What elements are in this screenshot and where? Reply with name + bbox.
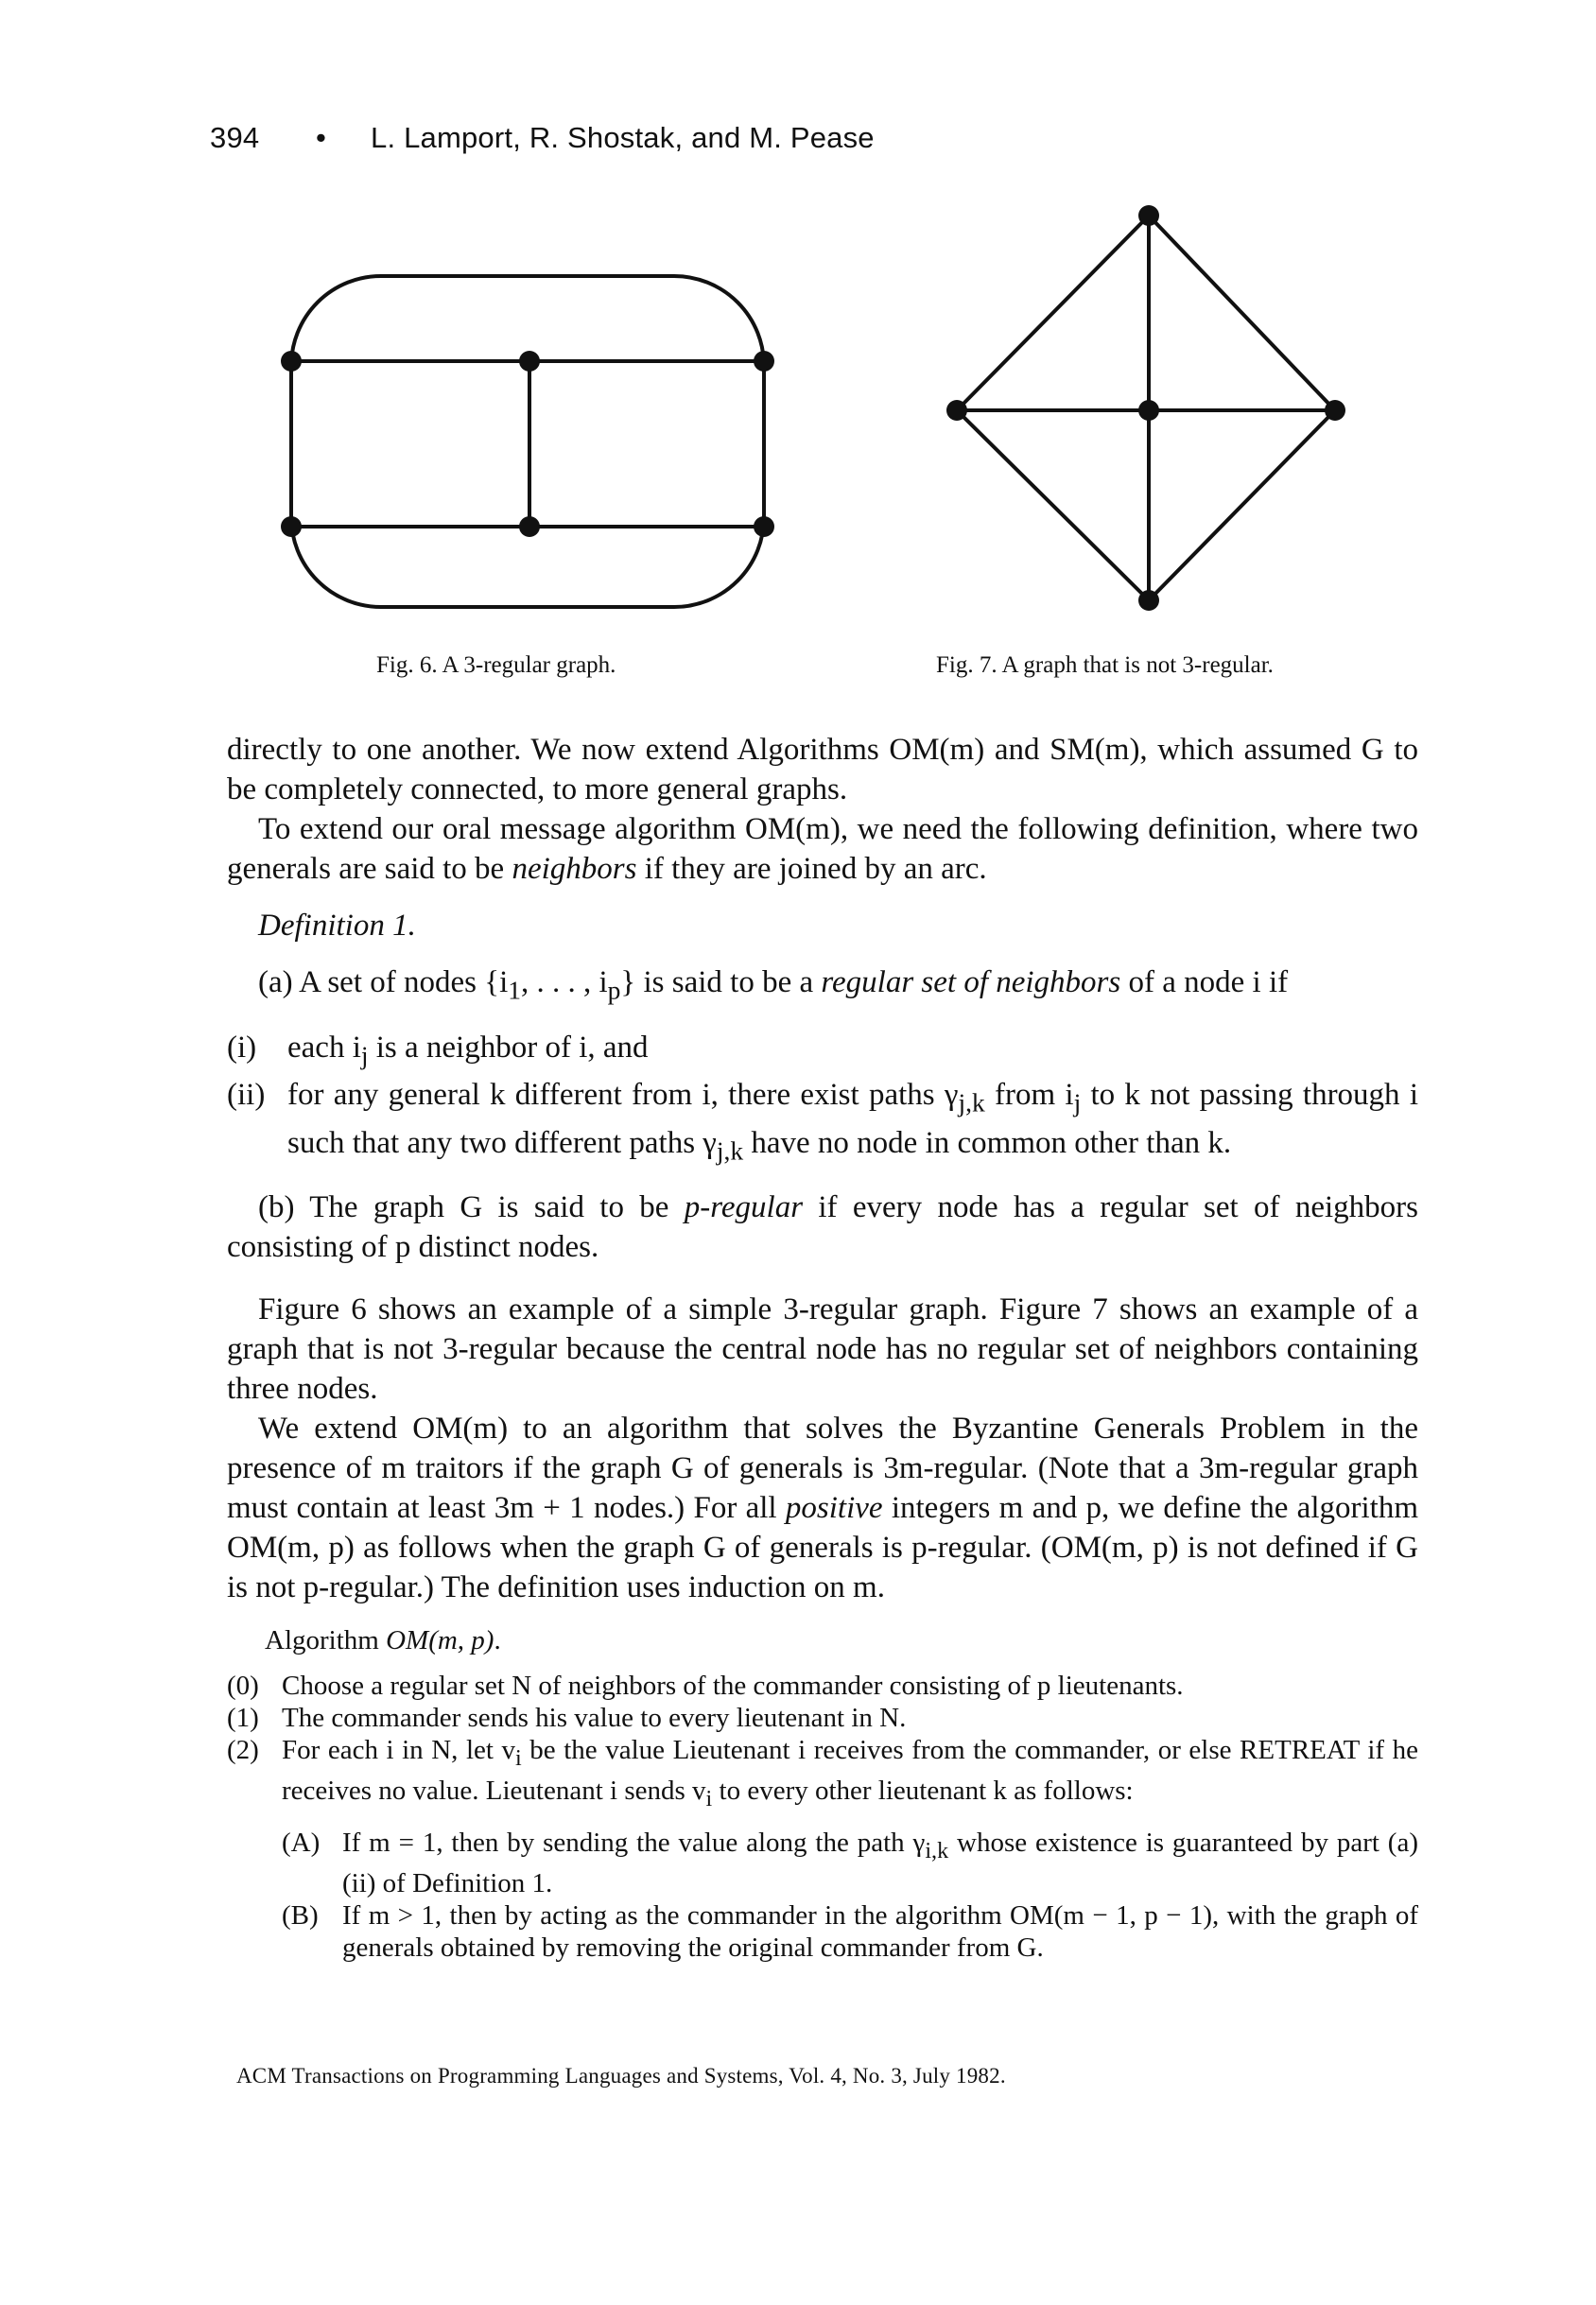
running-head [210, 121, 875, 155]
fig7-node [1138, 205, 1159, 226]
condition-ii: (ii) for any general k different from i, there exist paths $\gamma_{j,k}$ from $i_j$ to k not passing through i such that any two different paths $\gamma_{j,k}$ have no node in common other than k. [227, 1078, 1418, 1166]
header-separator: • [316, 121, 327, 154]
definition-part-b: (b) The graph G is said to be p-regular if every node has a regular set of neighbors consisting of p distinct nodes. [227, 1190, 1418, 1265]
journal-footer: ACM Transactions on Programming Languages and Systems, Vol. 4, No. 3, July 1982. [236, 2064, 1006, 2088]
algorithm-step-2: (2) For each i in N, let $v_i$ be the value Lieutenant i receives from the commander, or else RETREAT if he receives no value. Lieutenant i sends $v_i$ to every other lieutenant k as follows: [227, 1735, 1419, 1811]
fig6-node [519, 351, 540, 372]
definition-part-a: (a) A set of nodes {$i_1$, . . . , $i_p$} is said to be a regular set of neighbors of a node i if [258, 965, 1289, 1005]
fig7-node [1138, 590, 1159, 611]
body-text [227, 730, 1418, 1964]
fig6-node [519, 516, 540, 537]
algorithm-step-0: (0) Choose a regular set N of neighbors of the commander consisting of p lieutenants. [227, 1671, 1184, 1702]
figure-6-caption: Fig. 6. A 3-regular graph. [376, 652, 616, 678]
paragraph: Figure 6 shows an example of a simple 3-regular graph. Figure 7 shows an example of a graph that is not 3-regular because the central node has no regular set of neighbors containing three nodes. [227, 1292, 1418, 1407]
fig6-node [281, 516, 302, 537]
condition-i: (i) each $i_j$ is a neighbor of i, and [227, 1030, 649, 1070]
paragraph: We extend OM(m) to an algorithm that solves the Byzantine Generals Problem in the presence of m traitors if the graph G of generals is 3m-regular. (Note that a 3m-regular graph must contain at least 3m + 1 nodes.) For all positive integers m and p, we define the algorithm OM(m, p) as follows when the graph G of generals is p-regular. (OM(m, p) is not defined if G is not p-regular.) The definition uses induction on m. [227, 1412, 1418, 1605]
figure-7-caption: Fig. 7. A graph that is not 3-regular. [936, 652, 1274, 678]
algorithm-title: Algorithm OM(m, p). [265, 1625, 501, 1656]
page-number: 394 [210, 121, 260, 154]
fig6-node [754, 351, 774, 372]
figure-6-graph [274, 265, 794, 624]
algorithm-block [227, 1624, 1418, 1963]
fig7-node [1325, 400, 1345, 421]
fig6-node [754, 516, 774, 537]
paragraph: To extend our oral message algorithm OM(m), we need the following definition, where two generals are said to be neighbors if they are joined by an arc. [227, 812, 1418, 886]
paragraph: directly to one another. We now extend Algorithms OM(m) and SM(m), which assumed G to be completely connected, to more general graphs. [227, 733, 1418, 806]
algorithm-step-2B: (B) If m > 1, then by acting as the commander in the algorithm OM(m − 1, p − 1), with the graph of generals obtained by removing the original commander from G. [282, 1899, 1418, 1963]
figure-7-graph [936, 199, 1371, 633]
fig7-node [946, 400, 967, 421]
header-authors: L. Lamport, R. Shostak, and M. Pease [371, 121, 875, 154]
fig7-node-central [1138, 400, 1159, 421]
algorithm-step-2A: (A) If m = 1, then by sending the value along the path $\gamma_{i,k}$ whose existence is guaranteed by part (a)(ii) of Definition 1. [282, 1827, 1418, 1898]
algorithm-step-1: (1) The commander sends his value to every lieutenant in N. [227, 1703, 907, 1734]
fig6-node [281, 351, 302, 372]
definition-conditions [227, 1028, 1418, 1171]
definition-title: Definition 1. [258, 909, 416, 943]
